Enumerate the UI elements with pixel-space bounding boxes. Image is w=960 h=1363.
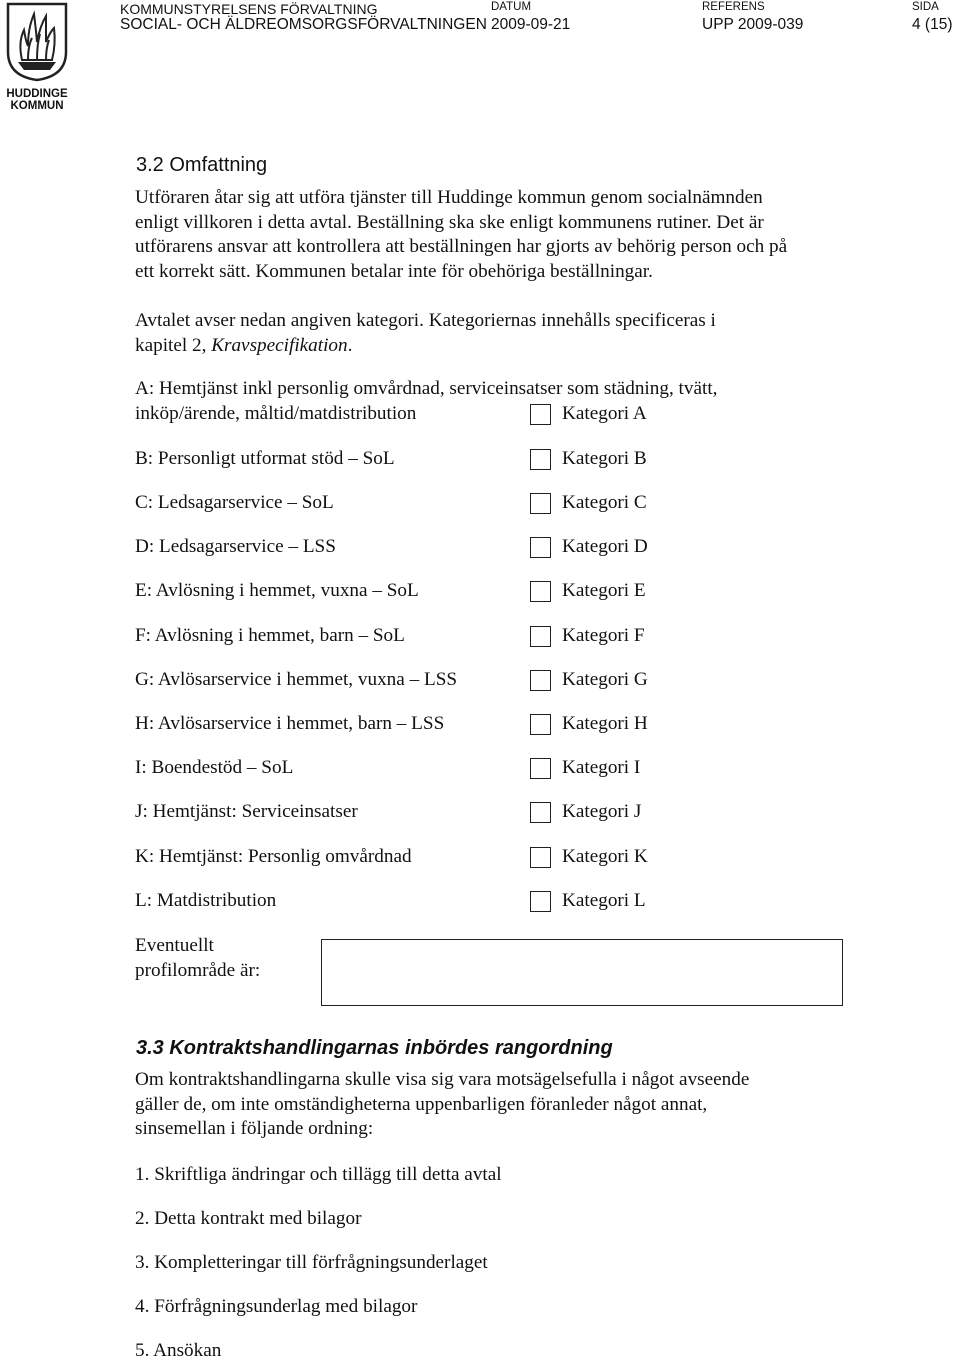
- category-option: Kategori E: [562, 580, 646, 601]
- paragraph-rangordning: [135, 1068, 865, 1142]
- category-checkbox[interactable]: [530, 449, 551, 470]
- category-label: H: Avlösarservice i hemmet, barn – LSS: [135, 713, 445, 734]
- category-option: Kategori G: [562, 669, 648, 690]
- category-label: C: Ledsagarservice – SoL: [135, 492, 334, 513]
- category-checkbox[interactable]: [530, 714, 551, 735]
- category-option: Kategori D: [562, 536, 648, 557]
- ref-label: REFERENS: [702, 1, 765, 13]
- text-line: Avtalet avser nedan angiven kategori. Kategoriernas innehålls specificeras i: [135, 310, 716, 331]
- profile-label: [135, 934, 260, 983]
- profile-label-line1: Eventuellt: [135, 935, 214, 956]
- profile-area-field[interactable]: [321, 939, 843, 1006]
- section-heading-omfattning: 3.2 Omfattning: [136, 154, 268, 176]
- category-option: Kategori A: [562, 403, 647, 424]
- category-checkbox[interactable]: [530, 802, 551, 823]
- category-option: Kategori B: [562, 448, 647, 469]
- org-line2: SOCIAL- OCH ÄLDREOMSORGSFÖRVALTNINGEN: [120, 16, 487, 33]
- category-a-description: A: Hemtjänst inkl personlig omvårdnad, serviceinsatser som städning, tvätt,: [135, 378, 718, 399]
- category-checkbox[interactable]: [530, 626, 551, 647]
- category-checkbox[interactable]: [530, 891, 551, 912]
- date-label: DATUM: [491, 1, 532, 13]
- list-item: 2. Detta kontrakt med bilagor: [135, 1208, 362, 1229]
- kravspecifikation-reference: Kravspecifikation: [211, 334, 348, 356]
- list-item: 5. Ansökan: [135, 1340, 222, 1361]
- category-option: Kategori L: [562, 890, 646, 911]
- org-line1: KOMMUNSTYRELSENS FÖRVALTNING: [120, 1, 378, 17]
- huddinge-logo: [6, 2, 68, 112]
- profile-label-line2: profilområde är:: [135, 959, 261, 981]
- text-line: Utföraren åtar sig att utföra tjänster till Huddinge kommun genom socialnämnden: [135, 187, 763, 208]
- section-heading-rangordning: 3.3 Kontraktshandlingarnas inbördes rangordning: [136, 1037, 613, 1059]
- page-number: 4 (15): [912, 16, 953, 33]
- category-label: K: Hemtjänst: Personlig omvårdnad: [135, 846, 412, 867]
- category-option: Kategori C: [562, 492, 647, 513]
- date-value: 2009-09-21: [491, 16, 571, 33]
- category-option: Kategori K: [562, 846, 648, 867]
- category-label: B: Personligt utformat stöd – SoL: [135, 448, 395, 469]
- text-fragment: kapitel 2,: [135, 334, 212, 356]
- category-label: L: Matdistribution: [135, 890, 277, 911]
- list-item: 4. Förfrågningsunderlag med bilagor: [135, 1296, 418, 1317]
- category-option: Kategori I: [562, 757, 641, 778]
- category-checkbox[interactable]: [530, 537, 551, 558]
- category-checkbox[interactable]: [530, 493, 551, 514]
- text-line: enligt villkoren i detta avtal. Beställning ska ske enligt kommunens rutiner. Det är: [135, 211, 764, 233]
- text-line: utförarens ansvar att kontrollera att beställningen har gjorts av behörig person och på: [135, 236, 788, 257]
- category-checkbox[interactable]: [530, 404, 551, 425]
- page-label: SIDA: [912, 1, 939, 13]
- list-item: 3. Kompletteringar till förfrågningsunderlaget: [135, 1252, 488, 1273]
- category-label: inköp/ärende, måltid/matdistribution: [135, 403, 417, 424]
- category-option: Kategori J: [562, 801, 642, 822]
- list-item: 1. Skriftliga ändringar och tillägg till detta avtal: [135, 1164, 502, 1185]
- paragraph-kategori-intro: [135, 309, 865, 358]
- text-line: sinsemellan i följande ordning:: [135, 1118, 374, 1139]
- category-label: F: Avlösning i hemmet, barn – SoL: [135, 625, 405, 646]
- category-checkbox[interactable]: [530, 758, 551, 779]
- text-line: gäller de, om inte omständigheterna uppenbarligen föranleder något annat,: [135, 1093, 708, 1115]
- paragraph-utforare: [135, 186, 865, 284]
- category-option: Kategori F: [562, 625, 645, 646]
- category-label: I: Boendestöd – SoL: [135, 757, 294, 778]
- category-checkbox[interactable]: [530, 670, 551, 691]
- text-line: ett korrekt sätt. Kommunen betalar inte för obehöriga beställningar.: [135, 260, 653, 282]
- text-fragment: .: [347, 334, 353, 356]
- logo-text-line2: KOMMUN: [10, 100, 64, 112]
- category-option: Kategori H: [562, 713, 648, 734]
- category-label: D: Ledsagarservice – LSS: [135, 536, 336, 557]
- text-line: [135, 334, 865, 359]
- category-checkbox[interactable]: [530, 581, 551, 602]
- text-line: Om kontraktshandlingarna skulle visa sig vara motsägelsefulla i något avseende: [135, 1069, 750, 1090]
- category-label: G: Avlösarservice i hemmet, vuxna – LSS: [135, 669, 458, 690]
- category-checkbox[interactable]: [530, 847, 551, 868]
- category-label: J: Hemtjänst: Serviceinsatser: [135, 801, 358, 822]
- category-label: E: Avlösning i hemmet, vuxna – SoL: [135, 580, 419, 601]
- logo-text-line1: HUDDINGE: [6, 88, 68, 100]
- coat-of-arms-icon: [6, 2, 68, 82]
- ref-value: UPP 2009-039: [702, 16, 804, 33]
